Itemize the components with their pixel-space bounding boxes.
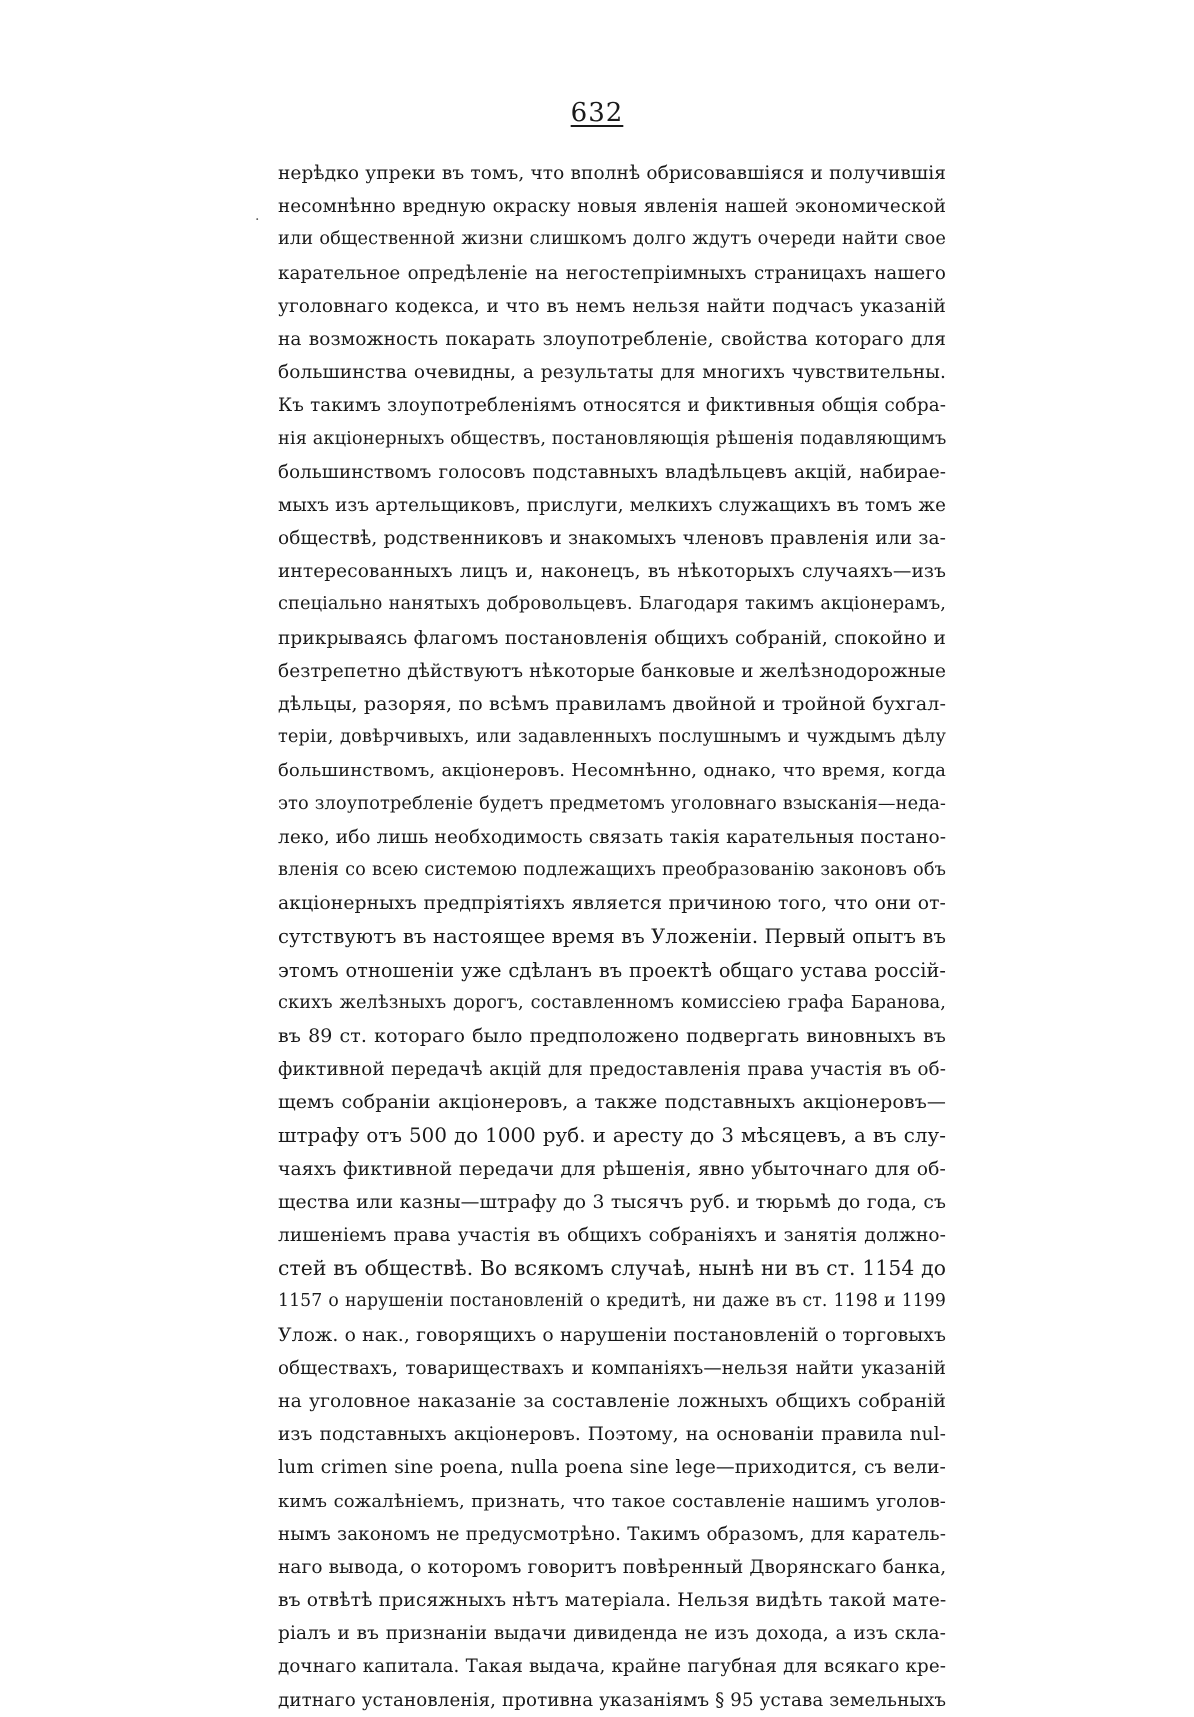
text-line: въ 89 ст. котораго было предположено подвергать виновныхъ въ — [278, 1024, 946, 1047]
text-line: карательное опредѣленіе на негостепріимныхъ страницахъ нашего — [278, 262, 946, 284]
text-line: большинствомъ, акціонеровъ. Несомнѣнно, однако, что время, когда — [278, 760, 946, 782]
text-line: спеціально нанятыхъ добровольцевъ. Благодаря такимъ акціонерамъ, — [278, 594, 946, 615]
text-line: интересованныхъ лицъ и, наконецъ, въ нѣкоторыхъ случаяхъ—изъ — [278, 561, 946, 583]
text-line: въ отвѣтѣ присяжныхъ нѣтъ матеріала. Нельзя видѣть такой мате- — [278, 1590, 947, 1612]
text-line: чаяхъ фиктивной передачи для рѣшенія, явно убыточнаго для об- — [278, 1158, 946, 1180]
text-line: кимъ сожалѣніемъ, признать, что такое составленіе нашимъ уголов- — [278, 1490, 946, 1512]
text-line: теріи, довѣрчивыхъ, или задавленныхъ послушнымъ и чуждымъ дѣлу — [278, 727, 946, 748]
text-line: или общественной жизни слишкомъ долго ждутъ очереди найти свое — [278, 229, 946, 250]
text-line: большинства очевидны, а результаты для многихъ чувствительны. — [278, 362, 946, 384]
text-line: большинствомъ голосовъ подставныхъ владѣльцевъ акцій, набирае- — [278, 461, 946, 483]
text-line: штрафу отъ 500 до 1000 руб. и аресту до 3 мѣсяцевъ, а въ слу- — [278, 1124, 946, 1148]
text-line: щемъ собраніи акціонеровъ, а также подставныхъ акціонеровъ— — [278, 1091, 946, 1114]
text-line: фиктивной передачѣ акцій для предоставленія права участія въ об- — [278, 1059, 946, 1081]
text-line: дитнаго установленія, противна указаніямъ § 95 устава земельныхъ — [278, 1689, 947, 1711]
page-number: 632 — [570, 98, 624, 128]
text-line: щества или казны—штрафу до 3 тысячъ руб. и тюрьмѣ до года, съ — [278, 1191, 946, 1213]
text-line: стей въ обществѣ. Во всякомъ случаѣ, нынѣ ни въ ст. 1154 до — [278, 1256, 946, 1281]
text-line: скихъ желѣзныхъ дорогъ, составленномъ комиссіею графа Баранова, — [278, 992, 946, 1013]
text-line: нія акціонерныхъ обществъ, постановляющія рѣшенія подавляющимъ — [278, 428, 947, 449]
text-line: обществѣ, родственниковъ и знакомыхъ членовъ правленія или за- — [278, 528, 946, 550]
text-line: на уголовное наказаніе за составленіе ложныхъ общихъ собраній — [278, 1390, 946, 1412]
text-line: несомнѣнно вредную окраску новыя явленія нашей экономической — [278, 196, 946, 218]
body-text — [278, 157, 946, 1717]
text-line: мыхъ изъ артельщиковъ, прислуги, мелкихъ служащихъ въ томъ же — [278, 494, 946, 516]
text-line: безтрепетно дѣйствуютъ нѣкоторые банковые и желѣзнодорожные — [278, 660, 947, 682]
text-line: 1157 о нарушеніи постановленій о кредитѣ, ни даже въ ст. 1198 и 1199 — [278, 1291, 946, 1312]
text-line: вленія со всею системою подлежащихъ преобразованію законовъ объ — [278, 859, 946, 880]
text-line: это злоупотребленіе будетъ предметомъ уголовнаго взысканія—неда- — [278, 793, 946, 814]
text-line: ріалъ и въ признаніи выдачи дивиденда не изъ дохода, а изъ скла- — [278, 1623, 946, 1645]
text-line: акціонерныхъ предпріятіяхъ является причиною того, что они от- — [278, 893, 946, 915]
text-line: нерѣдко упреки въ томъ, что вполнѣ обрисовавшіяся и получившія — [278, 163, 946, 184]
text-line: lum crimen sine poena, nulla poena sine lege—приходится, съ вели- — [278, 1457, 946, 1479]
text-line: прикрываясь флагомъ постановленія общихъ собраній, спокойно и — [278, 627, 946, 649]
text-line: леко, ибо лишь необходимость связать такія карательныя постано- — [278, 826, 947, 848]
text-line: сутствуютъ въ настоящее время въ Уложеніи. Первый опытъ въ — [278, 925, 946, 949]
text-line: нымъ закономъ не предусмотрѣно. Такимъ образомъ, для каратель- — [278, 1523, 946, 1545]
text-line: дѣльцы, разоряя, по всѣмъ правиламъ двойной и тройной бухгал- — [278, 693, 946, 715]
text-line: лишеніемъ права участія въ общихъ собраніяхъ и занятія должно- — [278, 1225, 946, 1246]
margin-mark: · — [255, 212, 260, 228]
text-line: уголовнаго кодекса, и что въ немъ нельзя найти подчасъ указаній — [278, 295, 946, 317]
text-line: Къ такимъ злоупотребленіямъ относятся и фиктивныя общія собра- — [278, 395, 946, 417]
text-line: изъ подставныхъ акціонеровъ. Поэтому, на основаніи правила nul- — [278, 1424, 946, 1446]
text-line: Улож. о нак., говорящихъ о нарушеніи постановленій о торговыхъ — [278, 1324, 946, 1346]
text-line: дочнаго капитала. Такая выдача, крайне пагубная для всякаго кре- — [278, 1656, 946, 1678]
text-line: на возможность покарать злоупотребленіе, свойства котораго для — [278, 328, 946, 350]
text-line: этомъ отношеніи уже сдѣланъ въ проектѣ общаго устава россій- — [278, 958, 946, 982]
text-line: обществахъ, товариществахъ и компаніяхъ—нельзя найти указаній — [278, 1357, 946, 1379]
text-line: наго вывода, о которомъ говоритъ повѣренный Дворянскаго банка, — [278, 1556, 947, 1578]
